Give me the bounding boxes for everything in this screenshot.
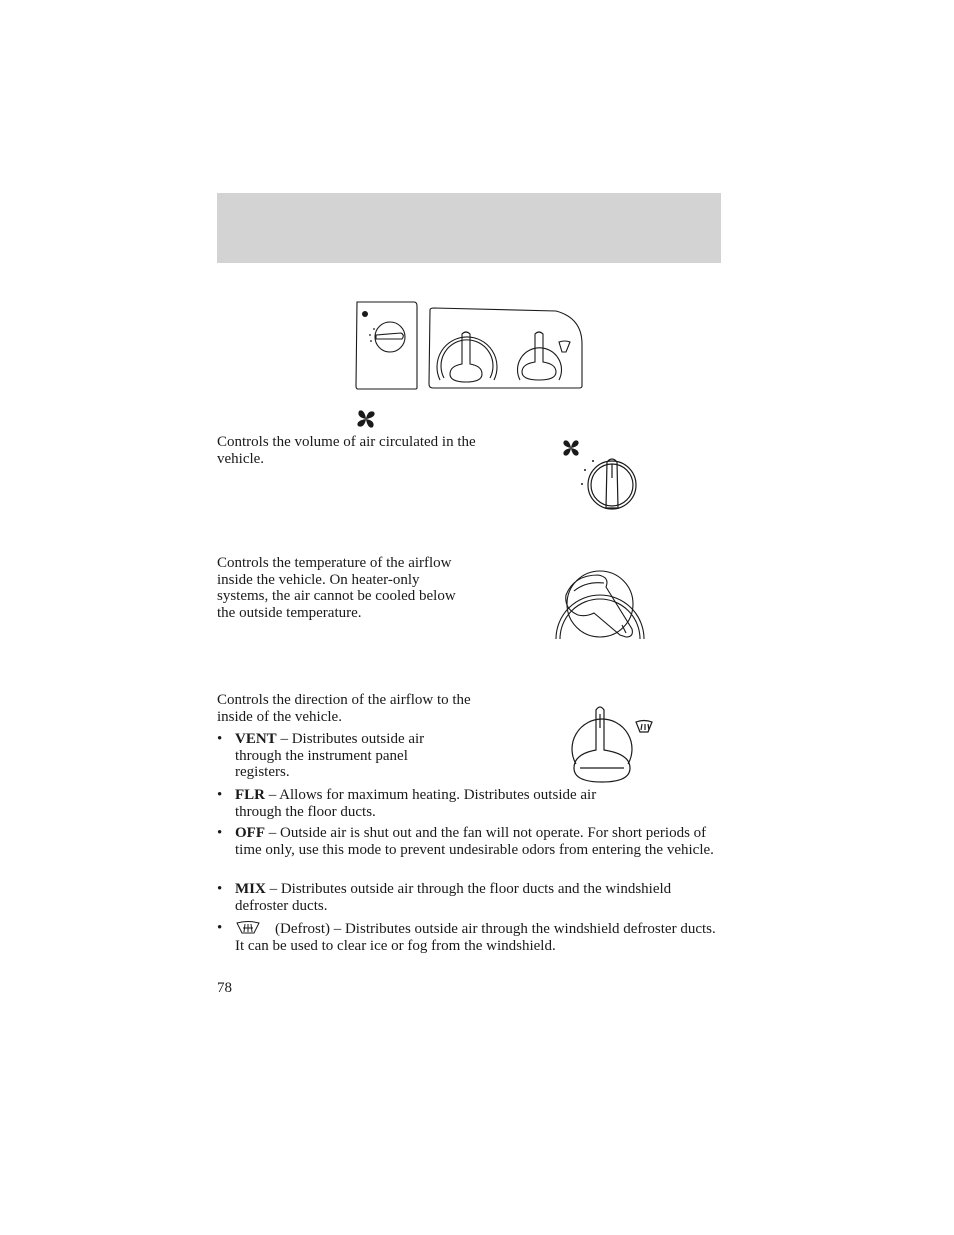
bullet-term: FLR	[235, 787, 265, 803]
section-header-band	[217, 193, 721, 263]
bullet-term: MIX	[235, 881, 266, 897]
bullet-text: – Outside air is shut out and the fan will not operate. For short periods of time only, use this mode to prevent undesirable odors from entering the vehicle.	[235, 825, 714, 858]
mode-knob-illustration	[566, 702, 658, 786]
fan-icon	[356, 409, 376, 429]
bullet-mix: • MIX – Distributes outside air through the floor ducts and the windshield defroster ducts.	[217, 881, 672, 914]
control-panel-illustration	[352, 300, 586, 394]
blower-knob-illustration	[558, 436, 642, 514]
bullet-text: (Defrost) – Distributes outside air through the windshield defroster ducts. It can be used to clear ice or fog from the windshield.	[235, 921, 716, 954]
bullet-vent: • VENT – Distributes outside air through the instrument panel registers.	[217, 731, 425, 780]
mode-description: Controls the direction of the airflow to the inside of the vehicle.	[217, 692, 471, 725]
temperature-knob-illustration	[546, 555, 654, 643]
defrost-icon	[235, 920, 261, 934]
temperature-description: Controls the temperature of the airflow inside the vehicle. On heater-only systems, the air cannot be cooled below the outside temperature.	[217, 555, 456, 621]
bullet-text: – Distributes outside air through the instrument panel registers.	[235, 731, 425, 780]
page-number: 78	[217, 980, 232, 996]
bullet-term: OFF	[235, 825, 265, 841]
bullet-flr: • FLR – Allows for maximum heating. Distributes outside air through the floor ducts.	[217, 787, 597, 820]
bullet-term: VENT	[235, 731, 277, 747]
bullet-defrost: • (Defrost) – Distributes outside air through the windshield defroster ducts. It can be used to clear ice or fog from the windshield.	[217, 920, 716, 954]
blower-description: Controls the volume of air circulated in the vehicle.	[217, 434, 476, 467]
bullet-off: • OFF – Outside air is shut out and the fan will not operate. For short periods of time only, use this mode to prevent undesirable odors from entering the vehicle.	[217, 825, 714, 858]
bullet-text: – Distributes outside air through the floor ducts and the windshield defroster ducts.	[235, 881, 672, 914]
bullet-text: – Allows for maximum heating. Distributes outside air through the floor ducts.	[235, 787, 597, 820]
